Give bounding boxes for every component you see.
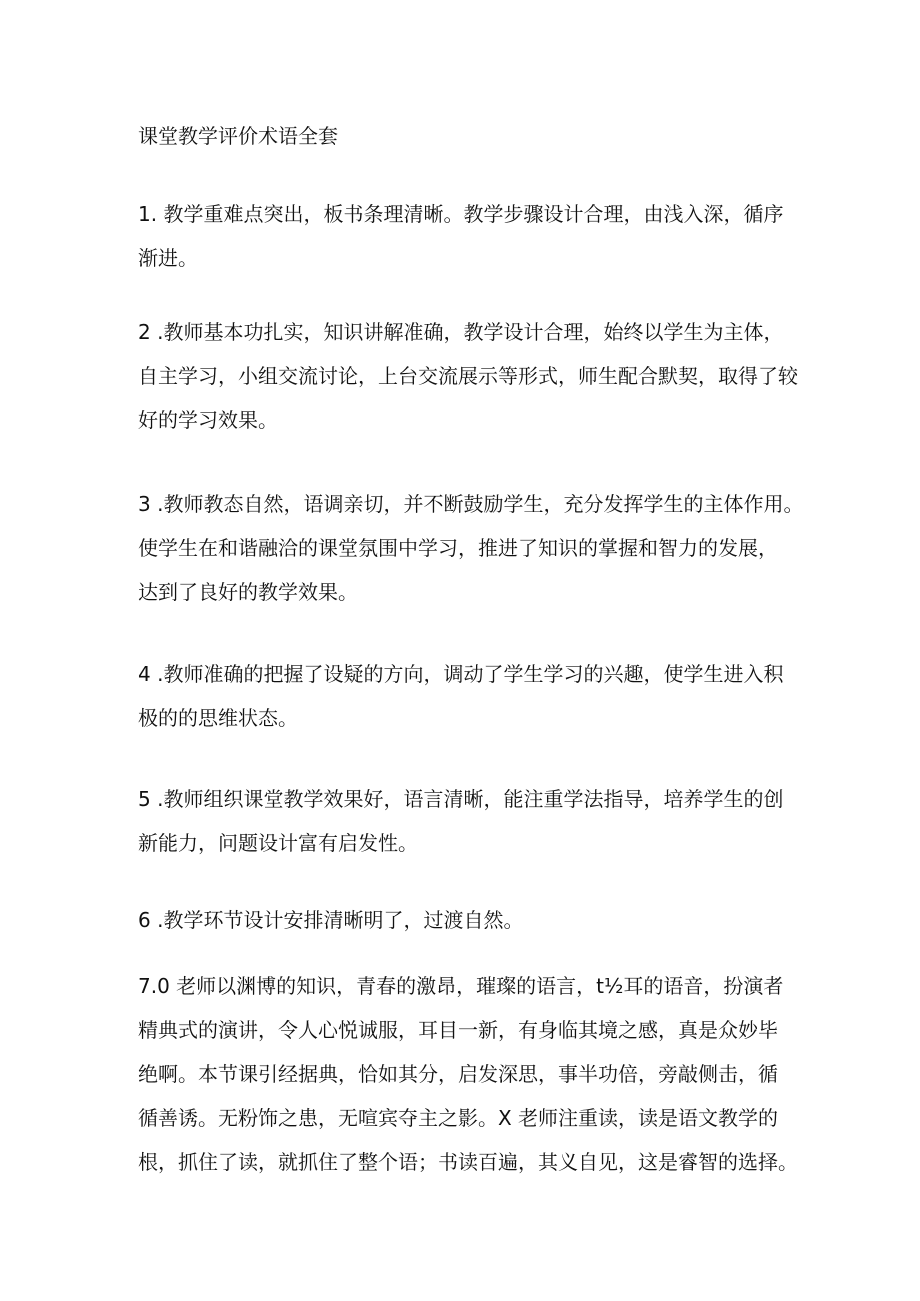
paragraph-line: 5 .教师组织课堂教学效果好，语言清晰，能注重学法指导，培养学生的创 bbox=[138, 787, 784, 811]
paragraph-line: 好的学习效果。 bbox=[138, 408, 278, 432]
paragraph-3 bbox=[138, 490, 804, 622]
paragraph-line: 绝啊。本节课引经据典，恰如其分，启发深思，事半功倍，旁敲侧击，循 bbox=[138, 1062, 778, 1086]
paragraph-5 bbox=[138, 785, 798, 873]
paragraph-line: 3 .教师教态自然，语调亲切，并不断鼓励学生，充分发挥学生的主体作用。 bbox=[138, 492, 804, 516]
paragraph-7 bbox=[138, 972, 798, 1192]
paragraph-line: 精典式的演讲，令人心悦诚服，耳目一新，有身临其境之感，真是众妙毕 bbox=[138, 1018, 778, 1042]
paragraph-line: 使学生在和谐融洽的课堂氛围中学习，推进了知识的掌握和智力的发展， bbox=[138, 536, 778, 560]
paragraph-line: 达到了良好的教学效果。 bbox=[138, 580, 358, 604]
paragraph-line: 极的的思维状态。 bbox=[138, 706, 298, 730]
paragraph-line: 7.0 老师以渊博的知识，青春的激昂，璀璨的语言，t½耳的语音，扮演者 bbox=[138, 974, 784, 998]
document-title: 课堂教学评价术语全套 bbox=[138, 124, 338, 148]
paragraph-line: 渐进。 bbox=[138, 246, 198, 270]
paragraph-1 bbox=[138, 200, 798, 288]
paragraph-line: 2 .教师基本功扎实，知识讲解准确，教学设计合理，始终以学生为主体， bbox=[138, 320, 784, 344]
paragraph-4 bbox=[138, 660, 798, 748]
paragraph-line: 自主学习，小组交流讨论，上台交流展示等形式，师生配合默契，取得了较 bbox=[138, 364, 798, 388]
paragraph-line: 6 .教学环节设计安排清晰明了，过渡自然。 bbox=[138, 908, 524, 932]
paragraph-6 bbox=[138, 906, 798, 950]
paragraph-line: 循善诱。无粉饰之患，无喧宾夺主之影。X 老师注重读，读是语文教学的 bbox=[138, 1106, 779, 1130]
paragraph-line: 新能力，问题设计富有启发性。 bbox=[138, 831, 418, 855]
paragraph-line: 根，抓住了读，就抓住了整个语；书读百遍，其义自见，这是睿智的选择。 bbox=[138, 1150, 798, 1174]
paragraph-line: 4 .教师准确的把握了设疑的方向，调动了学生学习的兴趣，使学生进入积 bbox=[138, 662, 784, 686]
paragraph-line: 1. 教学重难点突出，板书条理清晰。教学步骤设计合理，由浅入深，循序 bbox=[138, 202, 784, 226]
paragraph-2 bbox=[138, 318, 798, 450]
